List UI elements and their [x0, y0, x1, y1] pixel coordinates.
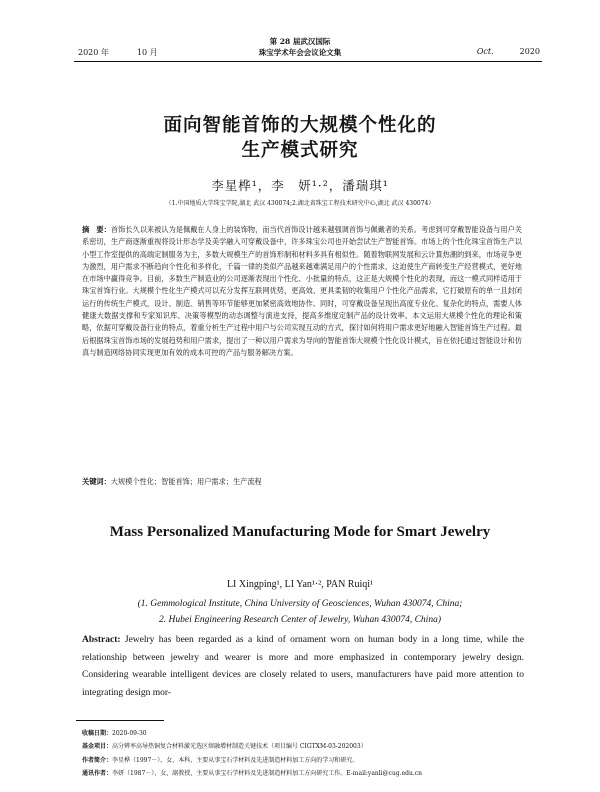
- header-month-en: Oct.: [476, 47, 494, 56]
- chinese-affiliation: （1.中国地质大学珠宝学院,湖北 武汉 430074;2.湖北省珠宝工程技术研究中心,湖北 武汉 430074）: [165, 200, 435, 207]
- english-affiliation-line1: (1. Gemmological Institute, China University of Geosciences, Wuhan 430074, China;: [137, 599, 463, 609]
- footnote-funding-value: 高分辨率高导热铜复合材料激光选区熔融增材制造关键技术（项目编号 CIGTXM-03-202003）: [112, 743, 367, 751]
- english-abstract-label: Abstract:: [82, 635, 121, 645]
- header-month: 10 月: [136, 48, 158, 57]
- chinese-abstract-label: 摘 要：: [82, 225, 111, 234]
- header-rule: [74, 61, 542, 62]
- footnote-received-value: 2020-09-30: [112, 730, 147, 737]
- footnote-author1: [82, 754, 528, 767]
- chinese-title-line2: 生产模式研究: [241, 140, 359, 161]
- footnote-author1-label: 作者简介：: [82, 756, 113, 764]
- header-year-en: 2020: [519, 47, 540, 56]
- footnote-funding-label: 基金项目：: [82, 743, 113, 751]
- chinese-title-line1: 面向智能首饰的大规模个性化的: [163, 115, 437, 136]
- footnotes: [82, 727, 528, 781]
- english-affiliation: [0, 596, 600, 628]
- english-affiliation-line2: 2. Hubei Engineering Research Center of Jewelry, Wuhan 430074, China): [159, 615, 441, 625]
- running-header-date-en: [477, 47, 540, 56]
- footnote-received-label: 收稿日期：: [82, 730, 113, 737]
- footnote-author1-value: 李星桦（1997－），女，本科，主要从事宝石学材料及先进制造材料加工方向的学习和研究。: [112, 756, 359, 764]
- chinese-title: [0, 113, 600, 163]
- footnote-rule: [76, 720, 164, 721]
- chinese-keywords-text: 大规模个性化；智能首饰；用户需求；生产流程: [110, 477, 262, 486]
- english-title: Mass Personalized Manufacturing Mode for Smart Jewelry: [109, 524, 491, 540]
- chinese-abstract-text: 首饰长久以来被认为是佩戴在人身上的装饰物，而当代首饰设计越来越强调首饰与佩戴者的关系。考虑到可穿戴智能设备与用户关系密切，生产商逐渐重视将设计形态学及美学融入可穿戴设备中，许多珠宝公司也开始尝试生产智能首饰。市场上的个性化珠宝首饰生产以小型工作室提供的高端定制服务为主，多数大规模生产的首饰形制和材料多具有相似性。随着物联网发展和云计算热潮的到来，市场竞争更为激烈，用户需求不断趋向个性化和多样化，千篇一律的类似产品越来越难满足用户的个性需求，这迫使生产商转变生产经营模式，更好地在市场中赢得竞争。目前，多数生产制造业的公司逐渐表现出个性化、小批量的特点，这正是大规模个性化的表现，而这一模式同样适用于珠宝首饰行业。大规模个性化生产模式可以充分发挥互联网优势，更高效、更具柔韧的收集用户个性化产品需求，它打破原有的单一且封闭运行的传统生产模式，设计、制造、销售等环节能够更加紧密高效地协作。同时，可穿戴设备呈现出高度专业化、复杂化的特点，需要人体健康大数据支撑和专家知识库、决策等模型的动态调整与演进支持，提高多维度定制产品的设计效率。本文运用大规模个性化的理论和策略，依据可穿戴设备行业的特点，着重分析生产过程中用户与公司实现互动的方式，探讨如何将用户需求更好地融入智能首饰生产过程。最后根据珠宝首饰市场的发展趋势和用户需求，提出了一种以用户需求为导向的智能首饰大规模个性化设计模式，旨在依托通过智能设计和仿真与制造网络协同实现更加有效的成本可控的产品与服务解决方案。: [82, 225, 522, 357]
- footnote-author2-value: 李妍（1987－），女，副教授，主要从事宝石学材料及先进制造材料加工方向研究工作。E-mail:yanli@cug.edu.cn: [112, 770, 422, 778]
- chinese-keywords: [82, 477, 522, 487]
- chinese-keywords-label: 关键词：: [82, 477, 111, 486]
- english-abstract: [82, 632, 524, 702]
- chinese-abstract: [82, 224, 522, 359]
- english-abstract-text: Jewelry has been regarded as a kind of ornament worn on human body in a long time, while the relationship between jewelry and wearer is more and more emphasized in contemporary jewelry design. Considering wearable intelligent devices are closely related to users, manufacturers have paid more attention to integrating design mor-: [82, 635, 524, 698]
- footnote-author2: [82, 767, 528, 780]
- footnote-funding: [82, 740, 528, 753]
- header-conference-line2: 珠宝学术年会会议论文集: [258, 48, 342, 57]
- header-year: 2020 年: [78, 48, 109, 57]
- footnote-author2-label: 通讯作者：: [82, 770, 113, 778]
- header-conference-line1: 第 28 届武汉国际: [269, 37, 331, 46]
- footnote-received: [82, 727, 528, 740]
- english-authors: LI Xingping¹, LI Yan¹·², PAN Ruiqi¹: [226, 579, 374, 590]
- chinese-authors: 李星桦¹，李 妍¹·²，潘瑞琪¹: [211, 178, 389, 193]
